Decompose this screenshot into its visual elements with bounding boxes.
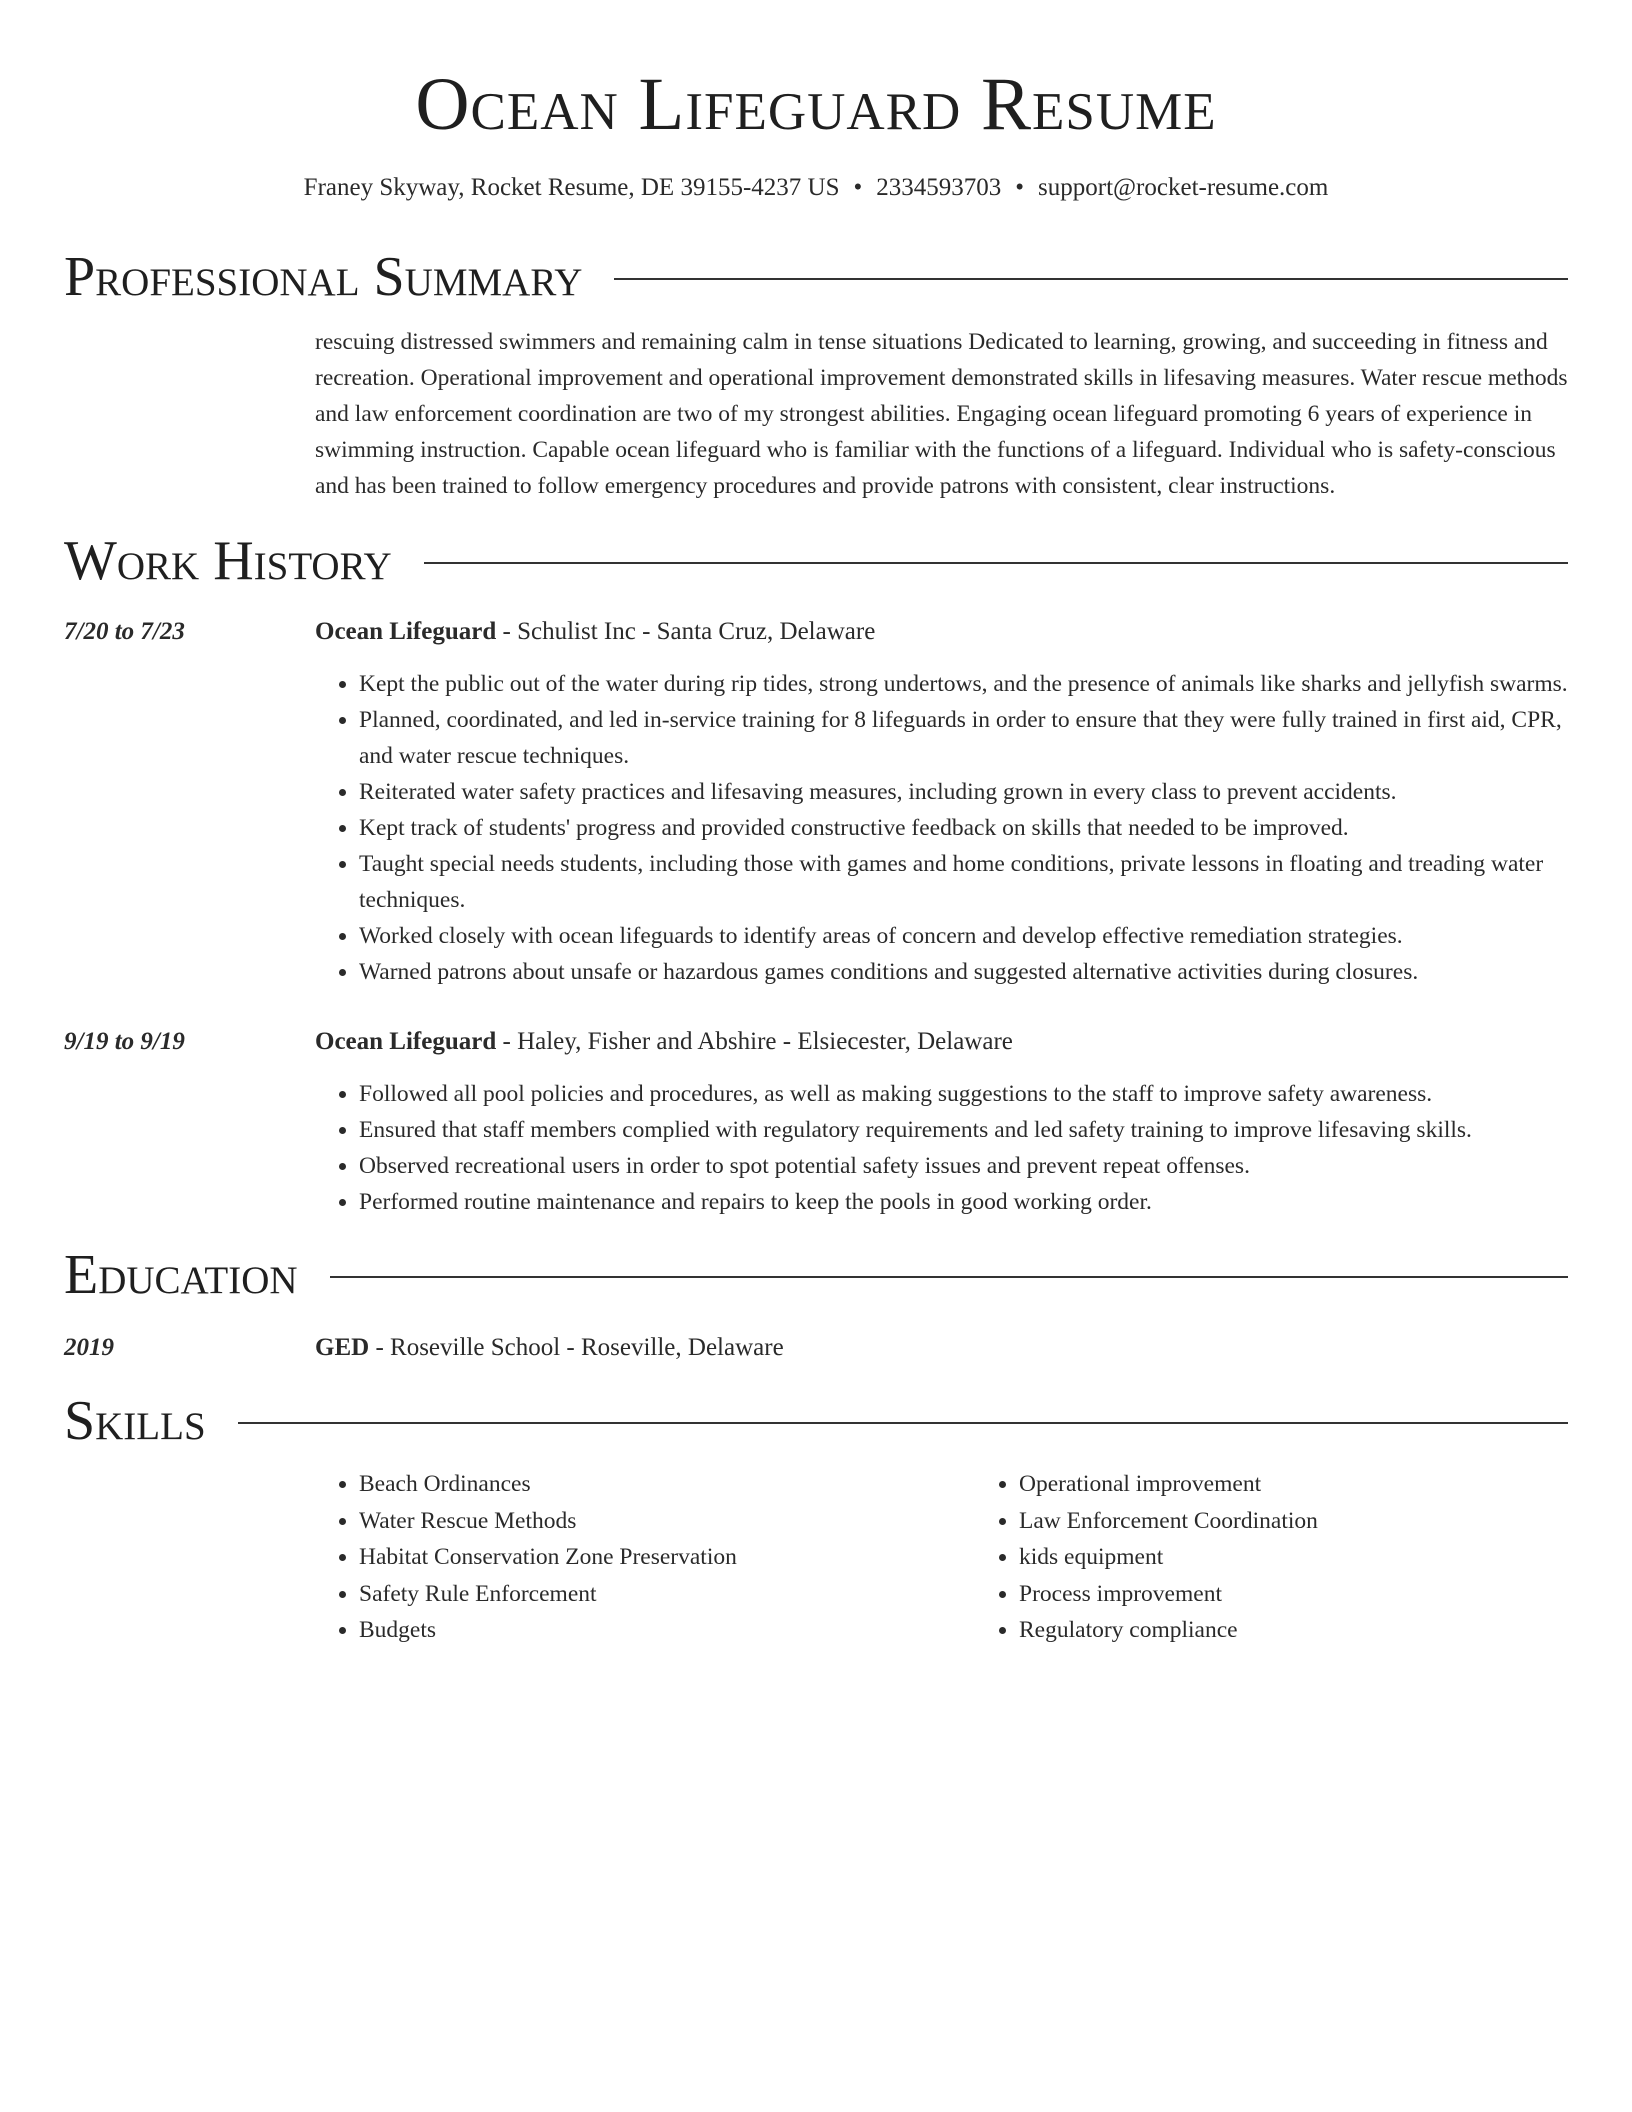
skill-item: • Law Enforcement Coordination	[1019, 1503, 1318, 1540]
section-title-summary: Professional Summary	[64, 246, 583, 308]
job-bullet: • Planned, coordinated, and led in-service training for 8 lifeguards in order to ensure that they were fully trained in first aid, CPR, and water rescue techniques.	[359, 702, 1568, 774]
job-bullets	[315, 1076, 1568, 1220]
contact-separator: •	[1015, 174, 1025, 201]
job-heading	[315, 1024, 1568, 1060]
education-details: - Roseville School - Roseville, Delaware	[369, 1334, 784, 1361]
job-dates: 7/20 to 7/23	[64, 618, 185, 645]
skill-item: • Water Rescue Methods	[359, 1503, 975, 1540]
section-divider	[424, 562, 1568, 564]
job-heading	[315, 614, 1568, 650]
contact-line	[64, 172, 1568, 204]
job-details: - Haley, Fisher and Abshire - Elsiecester, Delaware	[496, 1028, 1013, 1055]
job-body	[315, 614, 1568, 990]
resume-page	[64, 0, 1568, 1649]
skill-item: • kids equipment	[1019, 1539, 1318, 1576]
job-details: - Schulist Inc - Santa Cruz, Delaware	[496, 618, 876, 645]
job-bullets	[315, 666, 1568, 990]
skill-item: • Safety Rule Enforcement	[359, 1576, 975, 1613]
contact-address: Franey Skyway, Rocket Resume, DE 39155-4237 US	[303, 174, 840, 201]
job-title: Ocean Lifeguard	[315, 618, 497, 645]
skill-item: • Habitat Conservation Zone Preservation	[359, 1539, 975, 1576]
section-header-summary	[64, 246, 1568, 308]
skill-item: • Process improvement	[1019, 1576, 1318, 1613]
education-entry	[64, 1330, 1568, 1366]
skills-list	[315, 1466, 1568, 1649]
section-title-education: Education	[64, 1244, 298, 1306]
contact-phone: 2334593703	[876, 174, 1002, 201]
section-divider	[330, 1276, 1568, 1278]
skills-column-left	[315, 1466, 975, 1649]
resume-title: Ocean Lifeguard Resume	[415, 63, 1217, 146]
job-entry	[64, 1024, 1568, 1220]
section-header-education	[64, 1244, 1568, 1306]
education-year: 2019	[64, 1334, 114, 1361]
job-bullet: • Kept track of students' progress and provided constructive feedback on skills that needed to be improved.	[359, 810, 1568, 846]
education-body	[315, 1330, 1568, 1366]
section-header-skills	[64, 1390, 1568, 1452]
job-bullet: • Ensured that staff members complied with regulatory requirements and led safety training to improve lifesaving skills.	[359, 1112, 1568, 1148]
job-bullet: • Reiterated water safety practices and lifesaving measures, including grown in every class to prevent accidents.	[359, 774, 1568, 810]
skill-item: • Budgets	[359, 1612, 975, 1649]
education-heading	[315, 1330, 1568, 1366]
section-title-skills: Skills	[64, 1390, 206, 1452]
section-divider	[614, 278, 1568, 280]
section-divider	[238, 1422, 1568, 1424]
job-entry	[64, 614, 1568, 990]
job-body	[315, 1024, 1568, 1220]
job-bullet: • Performed routine maintenance and repairs to keep the pools in good working order.	[359, 1184, 1568, 1220]
section-title-work: Work History	[64, 530, 392, 592]
job-bullet: • Taught special needs students, including those with games and home conditions, private lessons in floating and treading water techniques.	[359, 846, 1568, 918]
job-bullet: • Kept the public out of the water during rip tides, strong undertows, and the presence of animals like sharks and jellyfish swarms.	[359, 666, 1568, 702]
section-header-work	[64, 530, 1568, 592]
job-bullet: • Followed all pool policies and procedures, as well as making suggestions to the staff to improve safety awareness.	[359, 1076, 1568, 1112]
contact-separator: •	[853, 174, 863, 201]
job-title: Ocean Lifeguard	[315, 1028, 497, 1055]
job-dates: 9/19 to 9/19	[64, 1028, 185, 1055]
contact-email: support@rocket-resume.com	[1038, 174, 1329, 201]
skill-item: • Regulatory compliance	[1019, 1612, 1318, 1649]
job-bullet: • Worked closely with ocean lifeguards to identify areas of concern and develop effective remediation strategies.	[359, 918, 1568, 954]
skills-column-right	[975, 1466, 1318, 1649]
education-degree: GED	[315, 1334, 370, 1361]
job-bullet: • Warned patrons about unsafe or hazardous games conditions and suggested alternative activities during closures.	[359, 954, 1568, 990]
summary-text: rescuing distressed swimmers and remaining calm in tense situations Dedicated to learning, growing, and succeeding in fitness and recreation. Operational improvement and operational improvement demonstrated skills in lifesaving measures. Water rescue methods and law enforcement coordination are two of my strongest abilities. Engaging ocean lifeguard promoting 6 years of experience in swimming instruction. Capable ocean lifeguard who is familiar with the functions of a lifeguard. Individual who is safety-conscious and has been trained to follow emergency procedures and provide patrons with consistent, clear instructions.	[315, 329, 1568, 499]
skill-item: • Operational improvement	[1019, 1466, 1318, 1503]
skill-item: • Beach Ordinances	[359, 1466, 975, 1503]
job-bullet: • Observed recreational users in order to spot potential safety issues and prevent repeat offenses.	[359, 1148, 1568, 1184]
